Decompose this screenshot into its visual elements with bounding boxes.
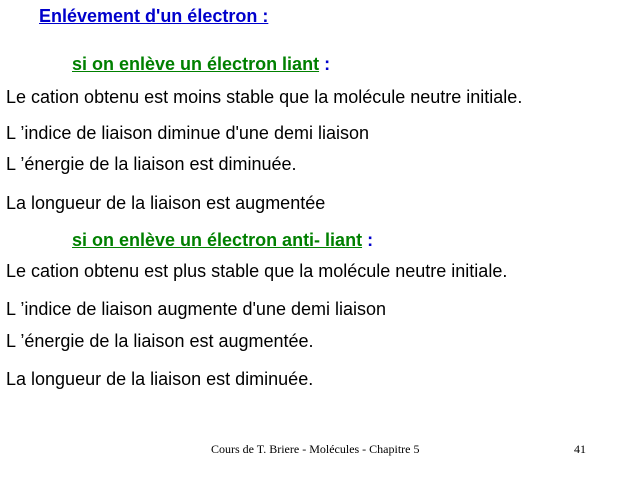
section-liant-heading <box>72 54 330 75</box>
section-antiliant-heading-text: si on enlève un électron anti- liant <box>72 230 363 250</box>
footer-page-number: 41 <box>574 442 586 456</box>
antiliant-line-indice: L ’indice de liaison augmente d'une demi liaison <box>6 299 387 319</box>
section-antiliant-heading <box>72 230 373 251</box>
antiliant-line-energie: L ’énergie de la liaison est augmentée. <box>6 331 314 351</box>
liant-line-cation: Le cation obtenu est moins stable que la molécule neutre initiale. <box>6 87 523 107</box>
liant-line-indice: L ’indice de liaison diminue d'une demi liaison <box>6 123 369 143</box>
footer-course: Cours de T. Briere - Molécules - Chapitre 5 <box>211 442 420 456</box>
liant-line-energie: L ’énergie de la liaison est diminuée. <box>6 154 297 174</box>
antiliant-line-longueur: La longueur de la liaison est diminuée. <box>6 369 314 389</box>
liant-line-longueur: La longueur de la liaison est augmentée <box>6 193 326 213</box>
antiliant-line-cation: Le cation obtenu est plus stable que la molécule neutre initiale. <box>6 261 508 281</box>
section-liant-heading-colon: : <box>324 54 331 74</box>
slide-title: Enlévement d'un électron : <box>39 6 269 26</box>
section-liant-heading-text: si on enlève un électron liant <box>72 54 320 74</box>
section-antiliant-heading-colon: : <box>367 230 374 250</box>
